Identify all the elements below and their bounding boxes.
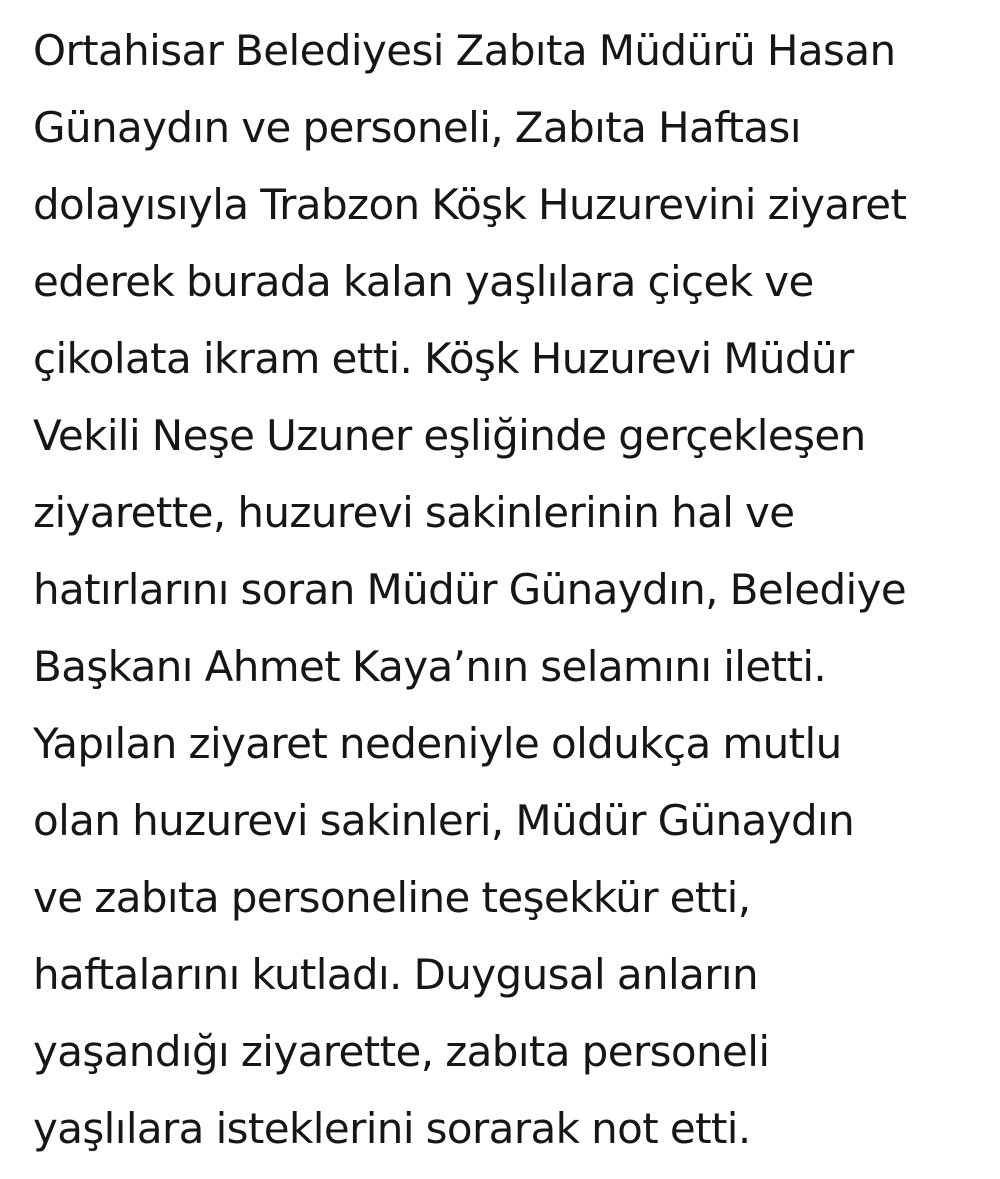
article-line: olan huzurevi sakinleri, Müdür Günaydın xyxy=(33,796,855,845)
article-line: haftalarını kutladı. Duygusal anların xyxy=(33,950,758,999)
article-line: yaşandığı ziyarette, zabıta personeli xyxy=(33,1027,770,1076)
article-line: çikolata ikram etti. Köşk Huzurevi Müdür xyxy=(33,334,854,383)
article-line: dolayısıyla Trabzon Köşk Huzurevini ziyaret xyxy=(33,180,907,229)
article-line: Ortahisar Belediyesi Zabıta Müdürü Hasan xyxy=(33,26,896,75)
article-line: Günaydın ve personeli, Zabıta Haftası xyxy=(33,103,801,152)
article-line: Yapılan ziyaret nedeniyle oldukça mutlu xyxy=(33,719,842,768)
article-line: Vekili Neşe Uzuner eşliğinde gerçekleşen xyxy=(33,411,866,460)
article-line: ve zabıta personeline teşekkür etti, xyxy=(33,873,751,922)
article-line: hatırlarını soran Müdür Günaydın, Belediye xyxy=(33,565,907,614)
article-line: ederek burada kalan yaşlılara çiçek ve xyxy=(33,257,814,306)
article-line: yaşlılara isteklerini sorarak not etti. xyxy=(33,1104,751,1153)
article-line: Başkanı Ahmet Kaya’nın selamını iletti. xyxy=(33,642,827,691)
article-body xyxy=(33,12,983,1167)
article-line: ziyarette, huzurevi sakinlerinin hal ve xyxy=(33,488,795,537)
